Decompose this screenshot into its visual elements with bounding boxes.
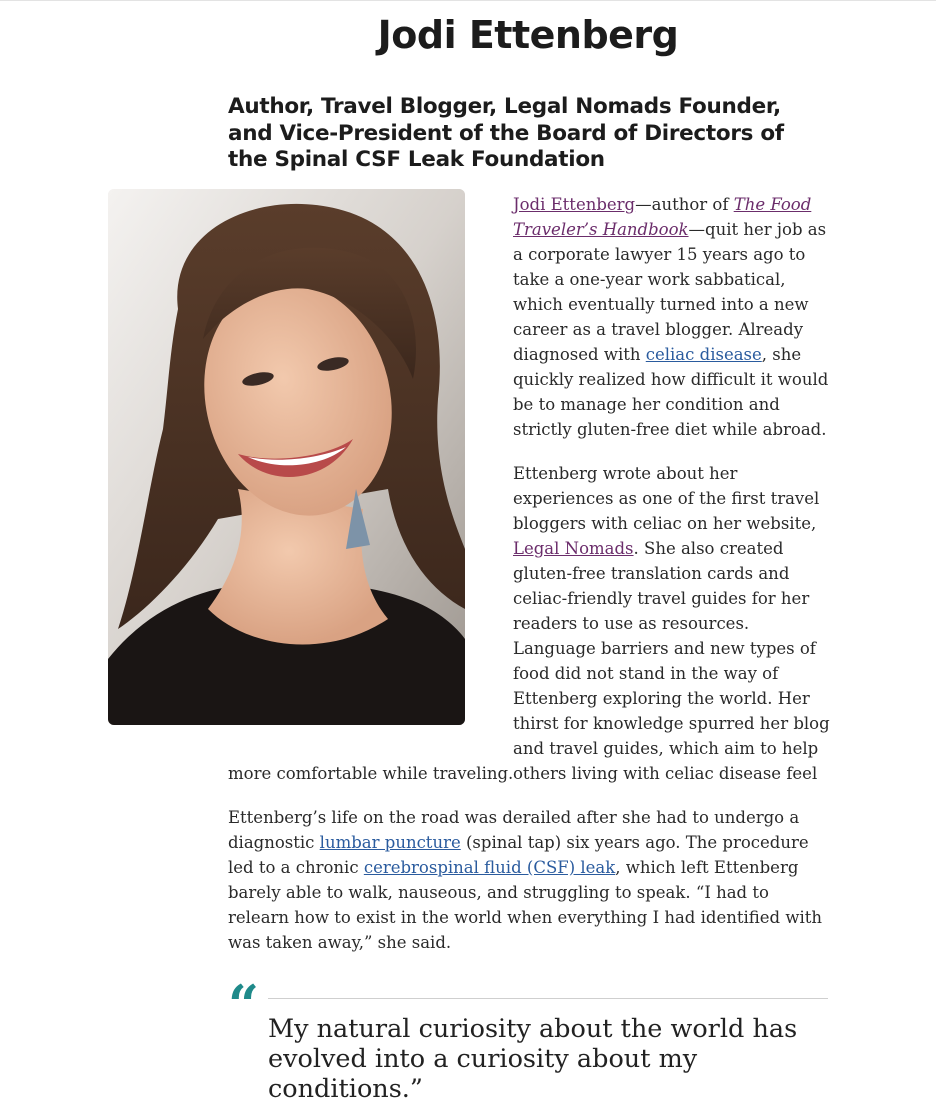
- celiac-disease-link[interactable]: celiac disease: [645, 345, 762, 364]
- intro-paragraph: [513, 192, 831, 442]
- intro-text-3: , she quickly realized how difficult it would be to manage her condition and strictly gluten-free diet while abroad.: [513, 345, 829, 439]
- diagnosis-text-1: Ettenberg’s life on the road was derailed after she had to undergo a diagnostic: [228, 808, 800, 852]
- diagnosis-text-2: (spinal tap) six years ago. The procedure led to a chronic: [228, 833, 809, 877]
- blogging-text-1: Ettenberg wrote about her experiences as one of the first travel bloggers with celiac on her website,: [513, 464, 820, 533]
- diagnosis-text-3: , which left Ettenberg barely able to walk, nauseous, and struggling to speak. “I had to relearn how to exist in the world when everything I had identified with was taken away,” she said.: [228, 858, 822, 952]
- page-title: Jodi Ettenberg: [377, 13, 679, 57]
- csf-leak-link[interactable]: cerebrospinal fluid (CSF) leak: [363, 858, 616, 877]
- page-subtitle: Author, Travel Blogger, Legal Nomads Founder, and Vice-President of the Board of Directors of the Spinal CSF Leak Foundation: [228, 94, 784, 172]
- legal-nomads-link[interactable]: Legal Nomads: [513, 539, 634, 558]
- pullquote-text: My natural curiosity about the world has evolved into a curiosity about my conditions.”: [268, 1014, 798, 1104]
- intro-text-2: —quit her job as a corporate lawyer 15 years ago to take a one-year work sabbatical, which eventually turned into a new career as a travel blogger. Already diagnosed with: [513, 220, 827, 364]
- book-title-link[interactable]: The Food Traveler’s Handbook: [513, 195, 812, 239]
- blogging-paragraph-continued: more comfortable while traveling.: [228, 764, 514, 783]
- intro-text-1: —author of: [635, 195, 734, 214]
- portrait-photo: [108, 189, 465, 725]
- blogging-paragraph: [513, 461, 831, 786]
- diagnosis-paragraph: [228, 805, 832, 955]
- top-divider: [0, 0, 936, 1]
- lumbar-puncture-link[interactable]: lumbar puncture: [319, 833, 461, 852]
- blogging-text-2: . She also created gluten-free translation cards and celiac-friendly travel guides for her readers to use as resources. Language barriers and new types of food did not stand in the way of Ettenberg exploring the world. Her thirst for knowledge spurred her blog and travel guides, which aim to help others living with celiac disease feel: [513, 539, 830, 783]
- author-name-link[interactable]: Jodi Ettenberg: [513, 195, 636, 214]
- pullquote-divider: [268, 998, 828, 999]
- quote-mark-icon: “: [228, 973, 260, 1037]
